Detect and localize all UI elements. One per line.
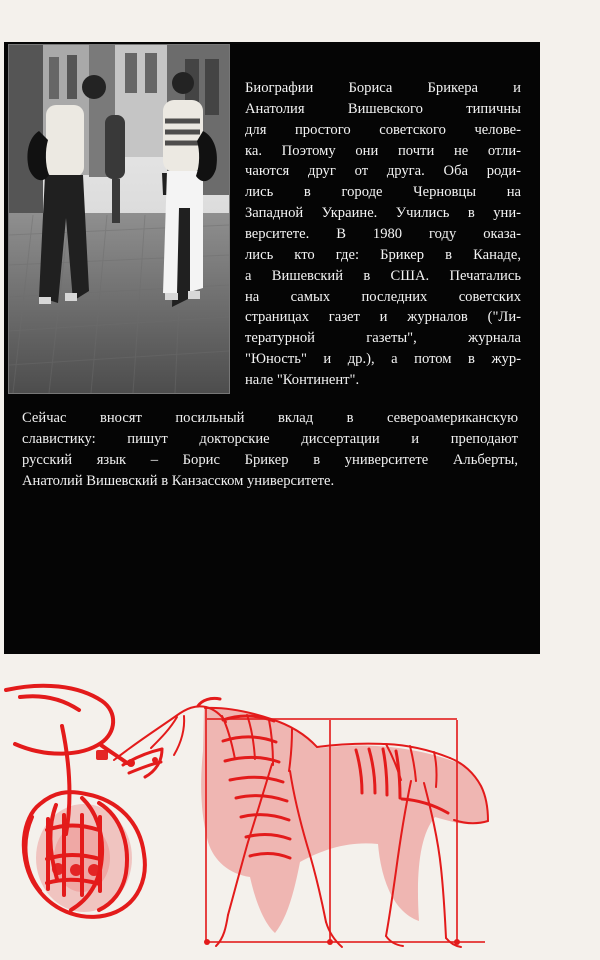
upper-text-line: нале "Континент".: [245, 372, 360, 389]
author-photo-image: [9, 45, 229, 393]
lower-text-line: Анатолий Вишевский в Канзасском университете.: [22, 472, 335, 489]
upper-text-line: верситете. В 1980 году оказа-: [245, 226, 521, 243]
upper-text-line: "Юность" и др.), а потом в жур-: [245, 351, 521, 368]
illustration-svg: [0, 672, 600, 960]
upper-text-line: лись в городе Черновцы на: [245, 184, 521, 201]
upper-text-line: ка. Поэтому они почти не отли-: [245, 142, 521, 159]
upper-text-line: чаются друг от друга. Оба роди-: [245, 163, 521, 180]
upper-text-line: лись кто где: Брикер в Канаде,: [245, 246, 521, 263]
upper-text-line: а Вишевский в США. Печатались: [245, 267, 521, 284]
lower-biography-text: [22, 408, 518, 491]
upper-text-line: тературной газеты", журнала: [245, 330, 521, 347]
upper-text-line: на самых последних советских: [245, 288, 521, 305]
upper-text-line: Западной Украине. Учились в уни-: [245, 205, 521, 222]
upper-biography-text: [245, 78, 521, 391]
tuba-dog-illustration: [0, 672, 600, 960]
author-photo: [8, 44, 230, 394]
upper-text-line: страницах газет и журналов ("Ли-: [245, 309, 521, 326]
lower-text-line: славистику: пишут докторские диссертации и преподают: [22, 430, 518, 447]
lower-text-line: Сейчас вносят посильный вклад в североамериканскую: [22, 410, 518, 426]
lower-text-line: русский язык – Борис Брикер в университете Альберты,: [22, 451, 518, 468]
upper-text-line: Биографии Бориса Брикера и: [245, 80, 521, 96]
upper-text-line: для простого советского челове-: [245, 121, 521, 138]
upper-text-line: Анатолия Вишевского типичны: [245, 100, 521, 117]
